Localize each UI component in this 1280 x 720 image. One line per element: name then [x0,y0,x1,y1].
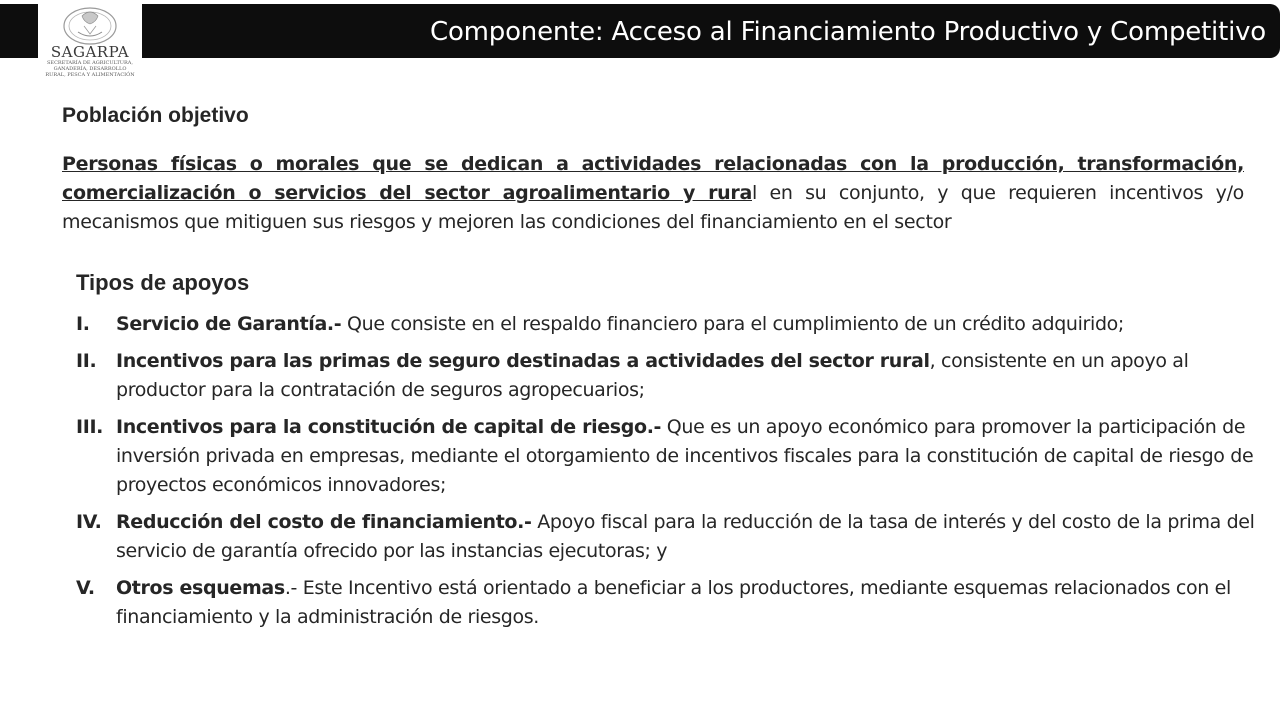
header-bar [0,4,1280,61]
apoyo-item-4 [72,508,1272,566]
mexican-coat-of-arms-icon [60,2,120,46]
apoyo-number: V. [76,577,95,599]
page-title: Componente: Acceso al Financiamiento Productivo y Competitivo [429,17,1266,47]
apoyo-description: , consistente en un apoyo al productor para la contratación de seguros agropecuarios; [116,350,1189,401]
apoyo-number: IV. [76,511,102,533]
apoyo-heading: Incentivos para la constitución de capital de riesgo.- [116,416,662,438]
apoyo-number: II. [76,350,97,372]
apoyo-heading: Reducción del costo de financiamiento.- [116,511,532,533]
apoyo-number: I. [76,313,90,335]
apoyo-number: III. [76,416,104,438]
apoyo-item-3 [72,413,1272,500]
poblacion-title: Población objetivo [62,104,249,127]
apoyo-item-5 [72,574,1272,632]
poblacion-text-rest: l en su conjunto, y que requieren incentivos y/o mecanismos que mitiguen sus riesgos y mejoren las condiciones del financiamiento en el sector [62,182,1245,233]
apoyo-heading: Servicio de Garantía.- [116,313,342,335]
apoyo-description: Que consiste en el respaldo financiero para el cumplimiento de un crédito adquirido; [341,313,1124,335]
apoyo-heading: Incentivos para las primas de seguro destinadas a actividades del sector rural [116,350,930,372]
logo-subtitle: SECRETARÍA DE AGRICULTURA, GANADERÍA, DESARROLLO RURAL, PESCA Y ALIMENTACIÓN [45,60,135,78]
apoyo-item-2 [72,347,1272,405]
apoyo-description: .- Este Incentivo está orientado a beneficiar a los productores, mediante esquemas relacionados con el financiamiento y la administración de riesgos. [116,577,1231,628]
logo-name: SAGARPA [50,43,130,61]
apoyo-item-1 [72,310,1272,339]
poblacion-text [62,150,1244,237]
apoyo-description: Apoyo fiscal para la reducción de la tasa de interés y del costo de la prima del servicio de garantía ofrecido por las instancias ejecutoras; y [116,511,1255,562]
tipos-title: Tipos de apoyos [76,270,250,295]
sagarpa-logo [38,0,142,88]
poblacion-text-bold: Personas físicas o morales que se dedican a actividades relacionadas con la producción, transformación, comercialización o servicios del sector agroalimentario y rura [62,153,1244,204]
apoyo-description: Que es un apoyo económico para promover la participación de inversión privada en empresas, mediante el otorgamiento de incentivos fiscales para la constitución de capital de riesgo de proyectos económicos innovadores; [116,416,1254,496]
apoyos-list [72,310,1272,640]
apoyo-heading: Otros esquemas [116,577,285,599]
